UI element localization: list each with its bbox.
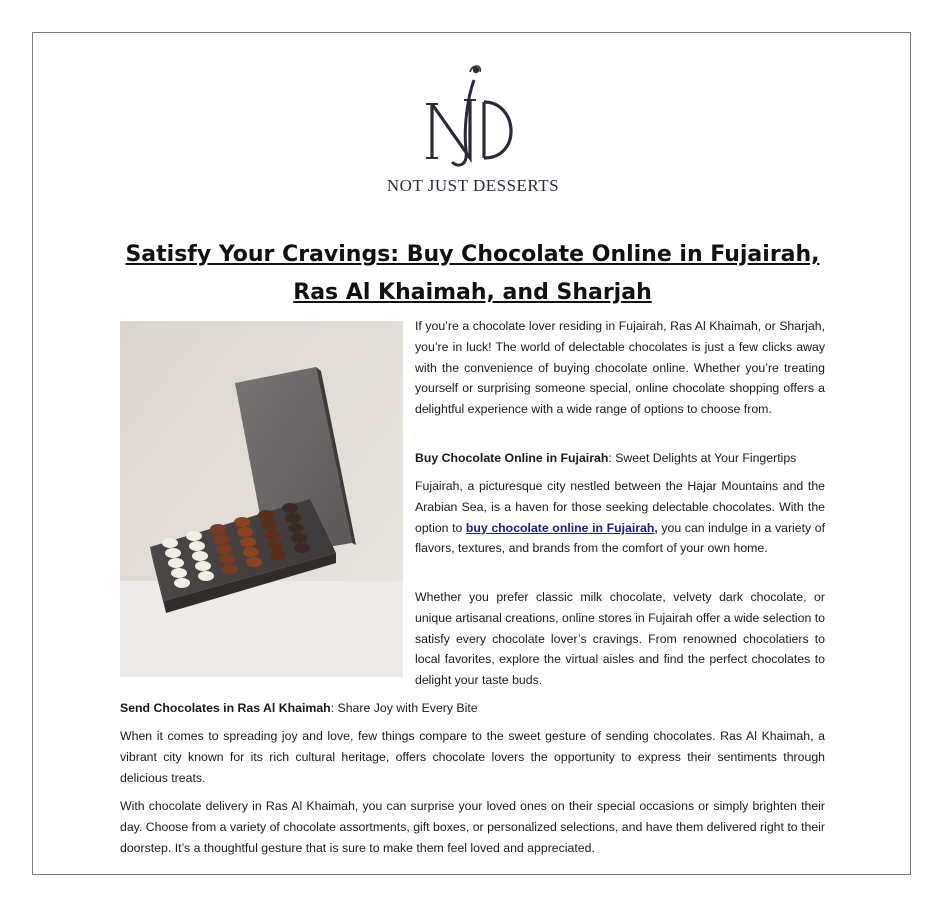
buy-chocolate-fujairah-link[interactable]: buy chocolate online in Fujairah,	[465, 520, 658, 535]
delivery-paragraph: With chocolate delivery in Ras Al Khaimah, you can surprise your loved ones on their special occasions or simply brighten their day. Choose from a variety of chocolate assortments, gift boxes, or personalized selections, and have them delivered right to their doorstep. It’s a thoughtful gesture that is sure to make them feel loved and appreciated.	[120, 799, 825, 855]
chocolate-piece	[285, 513, 301, 523]
chocolate-piece	[222, 564, 238, 574]
chocolate-piece	[192, 551, 208, 561]
paragraph-text: Fujairah, a picturesque city nestled between the Hajar Mountains and the Arabian Sea, is a haven for those seeking delectable chocolates. With the option to	[415, 479, 825, 535]
chocolate-piece	[219, 554, 235, 564]
chocolate-piece	[246, 557, 262, 567]
spreading-joy-paragraph: When it comes to spreading joy and love, few things compare to the sweet gesture of sending chocolates. Ras Al Khaimah, a vibrant city known for its rich cultural heritage, offers chocolate lovers the opportunity to express their sentiments through delicious treats.	[120, 729, 825, 785]
section-heading-ras-al-khaimah	[120, 698, 825, 719]
chocolate-box-photo-icon	[120, 321, 403, 677]
chocolate-piece	[195, 561, 211, 571]
heading-rest: : Sweet Delights at Your Fingertips	[608, 451, 797, 465]
chocolate-piece	[210, 524, 226, 534]
chocolate-piece	[288, 523, 304, 533]
chocolate-piece	[213, 534, 229, 544]
page-title: Satisfy Your Cravings: Buy Chocolate Online in Fujairah, Ras Al Khaimah, and Sharjah	[125, 242, 820, 305]
intro-paragraph: If you’re a chocolate lover residing in Fujairah, Ras Al Khaimah, or Sharjah, you’re in luck! The world of delectable chocolates is just a few clicks away with the convenience of buying chocolate online. Whether you’re treating yourself or surprising someone special, online chocolate shopping offers a delightful experience with a wide range of options to choose from.	[415, 319, 825, 417]
chocolate-box-image	[120, 321, 403, 677]
chocolate-piece	[243, 547, 259, 557]
chocolate-piece	[216, 544, 232, 554]
chocolate-piece	[168, 558, 184, 568]
chocolate-piece	[234, 517, 250, 527]
heading-rest: : Share Joy with Every Bite	[330, 701, 478, 715]
brand-name: NOT JUST DESSERTS	[386, 176, 560, 195]
section-heading-fujairah	[415, 448, 825, 469]
chocolate-piece	[186, 531, 202, 541]
chocolate-piece	[189, 541, 205, 551]
chocolate-piece	[291, 533, 307, 543]
chocolate-piece	[258, 510, 274, 520]
chocolate-piece	[237, 527, 253, 537]
chocolate-piece	[261, 520, 277, 530]
njd-monogram-icon	[418, 62, 528, 174]
fujairah-paragraph	[415, 476, 825, 559]
heading-bold: Send Chocolates in Ras Al Khaimah	[120, 701, 331, 715]
heading-bold: Buy Chocolate Online in Fujairah	[415, 451, 609, 465]
chocolate-piece	[267, 540, 283, 550]
chocolate-piece	[282, 503, 298, 513]
chocolate-piece	[264, 530, 280, 540]
chocolate-piece	[270, 550, 286, 560]
chocolate-piece	[162, 538, 178, 548]
chocolate-piece	[165, 548, 181, 558]
chocolate-piece	[174, 578, 190, 588]
chocolate-piece	[294, 543, 310, 553]
selection-paragraph: Whether you prefer classic milk chocolate, velvety dark chocolate, or unique artisanal creations, online stores in Fujairah offer a wide selection to satisfy every chocolate lover’s cravings. From renowned chocolatiers to local favorites, explore the virtual aisles and find the perfect chocolates to delight your taste buds.	[415, 590, 825, 688]
chocolate-piece	[240, 537, 256, 547]
chocolate-piece	[198, 571, 214, 581]
paragraph-text: you can indulge in a variety of flavors, textures, and brands from the comfort of your own home.	[415, 520, 825, 556]
brand-logo[interactable]	[385, 62, 561, 202]
chocolate-piece	[171, 568, 187, 578]
